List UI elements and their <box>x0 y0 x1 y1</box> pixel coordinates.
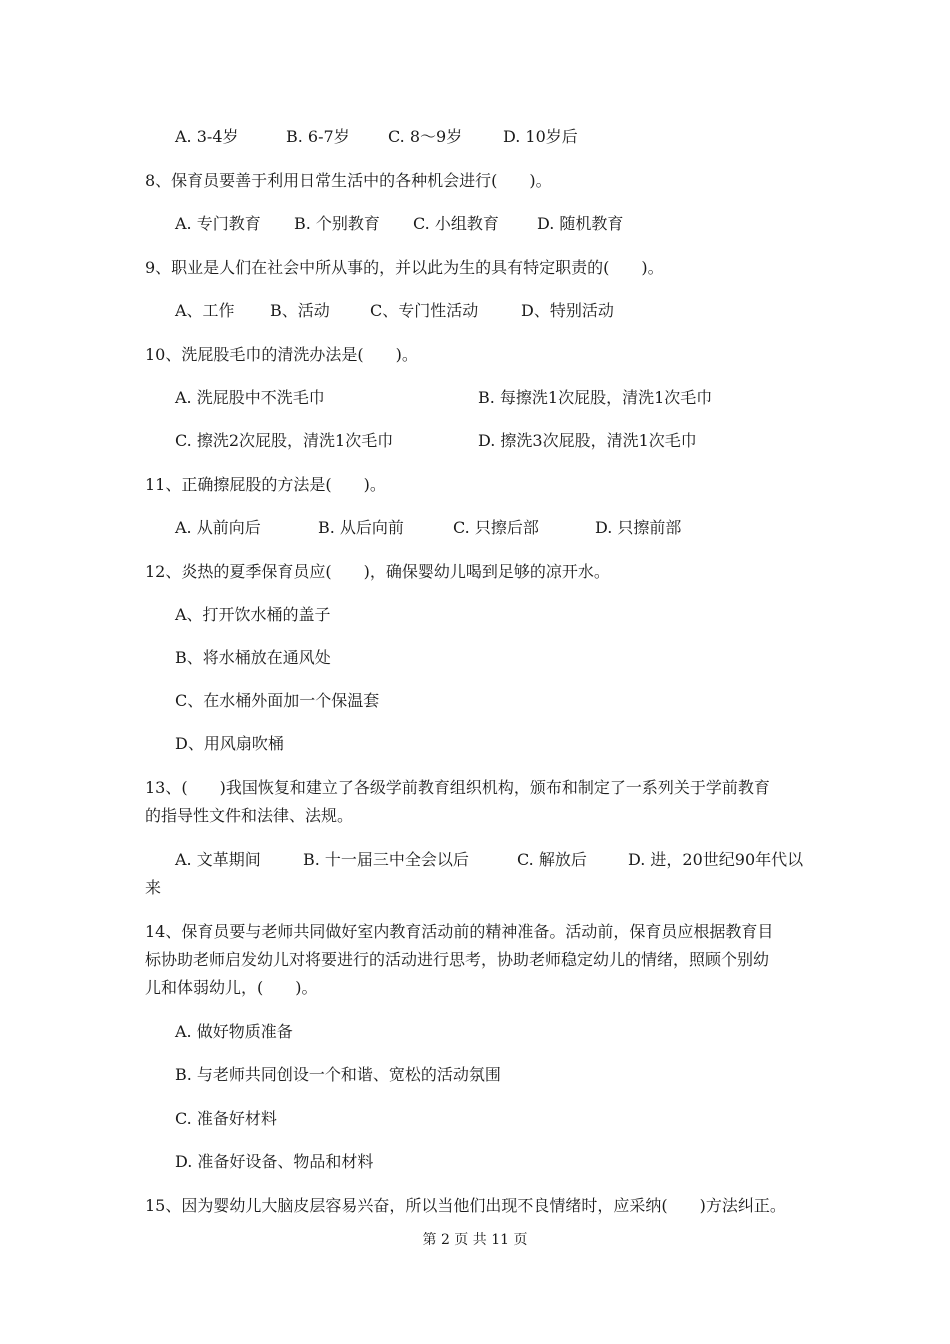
q10-stem: 10、洗屁股毛巾的清洗办法是( )。 <box>145 345 418 364</box>
q8-stem: 8、保育员要善于利用日常生活中的各种机会进行( )。 <box>145 171 552 190</box>
q8-option-b: B. 个别教育 <box>294 214 380 233</box>
q12-option-d: D、用风扇吹桶 <box>175 734 284 753</box>
q14-stem-line-2: 标协助老师启发幼儿对将要进行的活动进行思考，协助老师稳定幼儿的情绪，照顾个别幼 <box>145 950 770 969</box>
q13-option-d: D. 进，20世纪90年代以 <box>628 850 804 869</box>
q8-option-d: D. 随机教育 <box>537 214 624 233</box>
q13-option-d-wrap: 来 <box>145 878 162 897</box>
q11-option-c: C. 只擦后部 <box>453 518 539 537</box>
q11-option-d: D. 只擦前部 <box>595 518 682 537</box>
q13-option-b: B. 十一届三中全会以后 <box>303 850 469 869</box>
q13-option-c: C. 解放后 <box>517 850 587 869</box>
q14-option-c: C. 准备好材料 <box>175 1109 277 1128</box>
q7-option-d: D. 10岁后 <box>503 127 578 146</box>
q12-option-b: B、将水桶放在通风处 <box>175 648 331 667</box>
q11-option-a: A. 从前向后 <box>175 518 261 537</box>
q14-stem-line-1: 14、保育员要与老师共同做好室内教育活动前的精神准备。活动前，保育员应根据教育目 <box>145 922 774 941</box>
q11-stem: 11、正确擦屁股的方法是( )。 <box>145 475 386 494</box>
q10-option-c: C. 擦洗2次屁股，清洗1次毛巾 <box>175 431 394 450</box>
q8-option-a: A. 专门教育 <box>175 214 261 233</box>
q10-option-b: B. 每擦洗1次屁股，清洗1次毛巾 <box>478 388 713 407</box>
page-number-footer: 第 2 页 共 11 页 <box>422 1232 528 1248</box>
q9-stem: 9、职业是人们在社会中所从事的，并以此为生的具有特定职责的( )。 <box>145 258 664 277</box>
q14-option-a: A. 做好物质准备 <box>175 1022 293 1041</box>
q9-option-d: D、特别活动 <box>521 301 614 320</box>
q13-stem-line-2: 的指导性文件和法律、法规。 <box>145 806 354 825</box>
q11-option-b: B. 从后向前 <box>318 518 404 537</box>
q12-stem: 12、炎热的夏季保育员应( )，确保婴幼儿喝到足够的凉开水。 <box>145 562 610 581</box>
q7-option-a: A. 3-4岁 <box>175 127 239 146</box>
q9-option-c: C、专门性活动 <box>370 301 479 320</box>
q10-option-d: D. 擦洗3次屁股，清洗1次毛巾 <box>478 431 697 450</box>
q7-option-c: C. 8～9岁 <box>388 127 463 146</box>
q15-stem: 15、因为婴幼儿大脑皮层容易兴奋，所以当他们出现不良情绪时，应采纳( )方法纠正。 <box>145 1196 786 1215</box>
q9-option-b: B、活动 <box>270 301 330 320</box>
q13-option-a: A. 文革期间 <box>175 850 261 869</box>
q10-option-a: A. 洗屁股中不洗毛巾 <box>175 388 325 407</box>
q14-stem-line-3: 儿和体弱幼儿，( )。 <box>145 978 318 997</box>
q8-option-c: C. 小组教育 <box>413 214 499 233</box>
q13-stem-line-1: 13、( )我国恢复和建立了各级学前教育组织机构，颁布和制定了一系列关于学前教育 <box>145 778 770 797</box>
q12-option-a: A、打开饮水桶的盖子 <box>175 605 331 624</box>
q14-option-d: D. 准备好设备、物品和材料 <box>175 1152 374 1171</box>
q7-option-b: B. 6-7岁 <box>286 127 350 146</box>
q9-option-a: A、工作 <box>175 301 235 320</box>
q12-option-c: C、在水桶外面加一个保温套 <box>175 691 380 710</box>
q14-option-b: B. 与老师共同创设一个和谐、宽松的活动氛围 <box>175 1065 501 1084</box>
